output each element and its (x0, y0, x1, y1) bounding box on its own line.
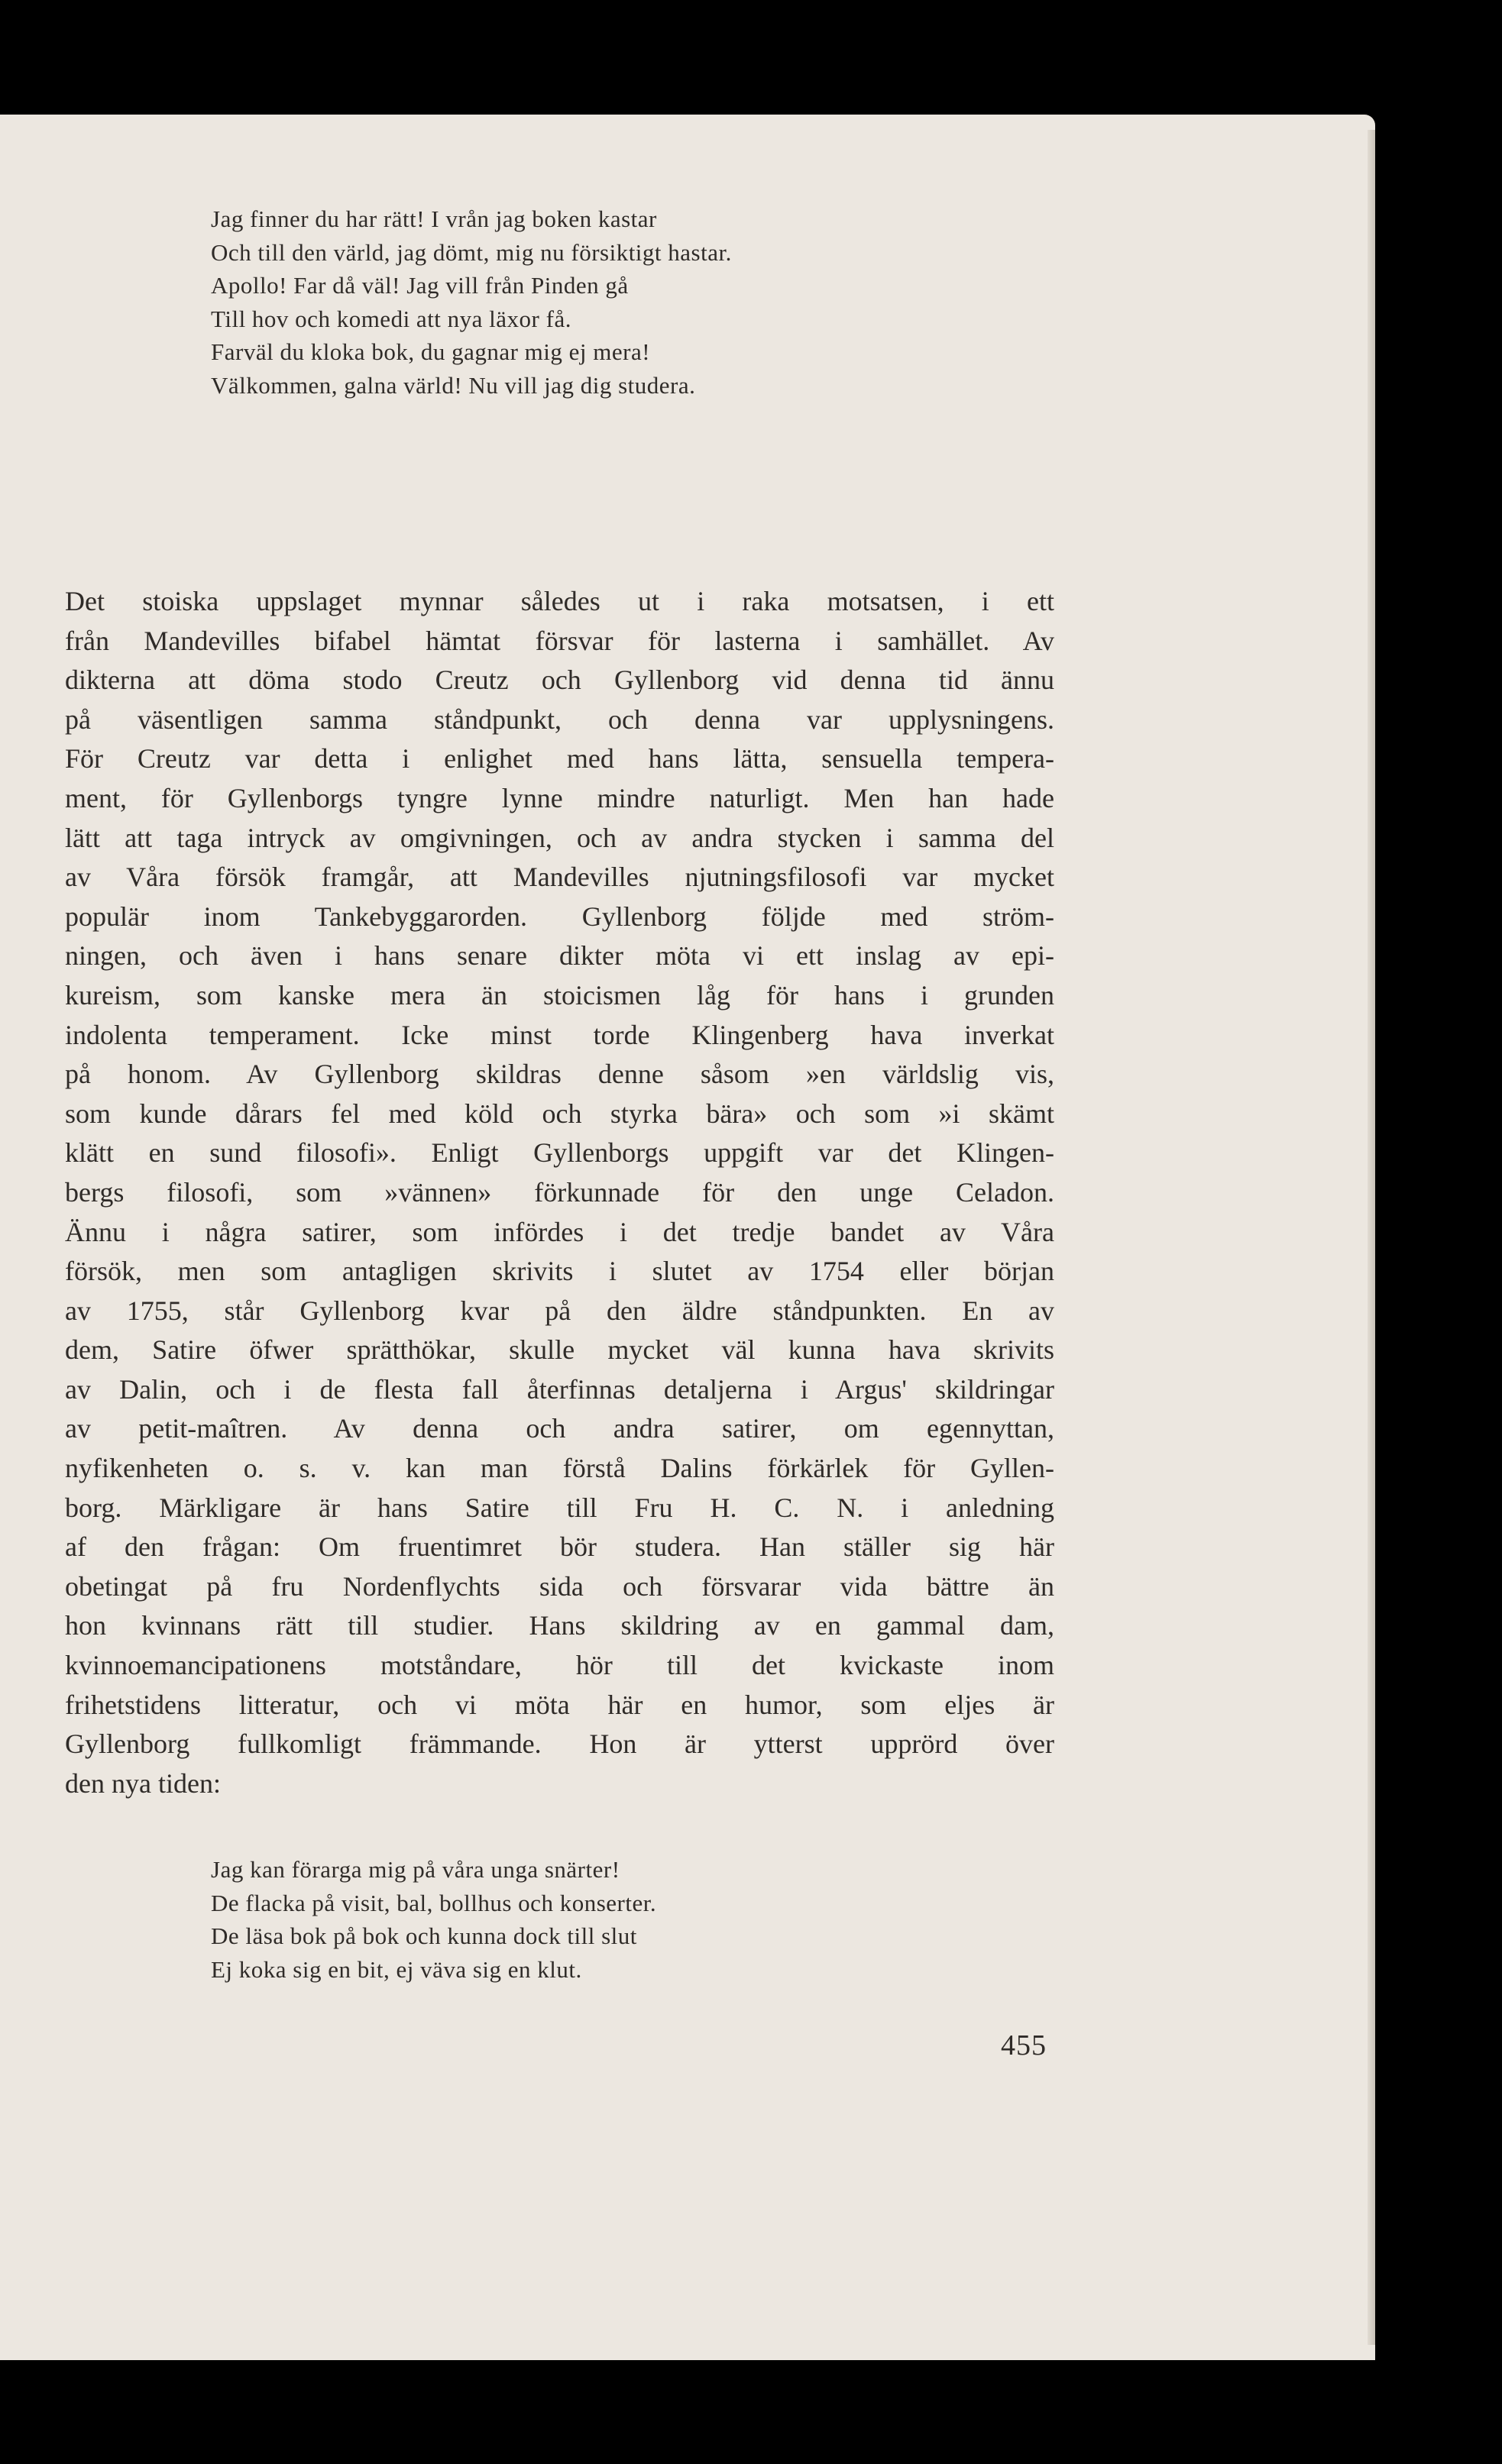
paragraph-line: nyfikenheten o. s. v. kan man förstå Dalins förkärlek för Gyllen- (65, 1453, 1054, 1484)
paragraph-line: dikterna att döma stodo Creutz och Gyllenborg vid denna tid ännu (65, 665, 1054, 696)
paragraph-line: från Mandevilles bifabel hämtat försvar för lasterna i samhället. Av (65, 625, 1054, 656)
paragraph-line: försök, men som antagligen skrivits i slutet av 1754 eller början (65, 1256, 1054, 1287)
poem-bottom-line: De läsa bok på bok och kunna dock till slut (211, 1922, 637, 1949)
paragraph-line: hon kvinnans rätt till studier. Hans skildring av en gammal dam, (65, 1610, 1054, 1641)
paragraph-line: frihetstidens litteratur, och vi möta här en humor, som eljes är (65, 1689, 1054, 1720)
poem-top-line: Jag finner du har rätt! I vrån jag boken kastar (211, 205, 657, 232)
paragraph-line: av Dalin, och i de flesta fall återfinnas detaljerna i Argus' skildringar (65, 1373, 1054, 1405)
paragraph-line: som kunde dårars fel med köld och styrka bära» och som »i skämt (65, 1098, 1054, 1129)
poem-top-line: Apollo! Far då väl! Jag vill från Pinden gå (211, 272, 629, 299)
paragraph-line: den nya tiden: (65, 1767, 221, 1799)
paragraph-line: lätt att taga intryck av omgivningen, och av andra stycken i samma del (65, 822, 1054, 853)
paragraph-line: dem, Satire öfwer sprätthökar, skulle mycket väl kunna hava skrivits (65, 1334, 1054, 1366)
poem-top (211, 202, 732, 402)
body-paragraph (65, 582, 1054, 1803)
paragraph-line: klätt en sund filosofi». Enligt Gyllenborgs uppgift var det Klingen- (65, 1137, 1054, 1169)
paragraph-line: ment, för Gyllenborgs tyngre lynne mindre naturligt. Men han hade (65, 782, 1054, 813)
paragraph-line: bergs filosofi, som »vännen» förkunnade för den unge Celadon. (65, 1176, 1054, 1208)
poem-top-line: Välkommen, galna värld! Nu vill jag dig studera. (211, 371, 696, 399)
paragraph-line: av petit-maîtren. Av denna och andra satirer, om egennyttan, (65, 1413, 1054, 1444)
paragraph-line: kureism, som kanske mera än stoicismen låg för hans i grunden (65, 979, 1054, 1010)
paragraph-line: av 1755, står Gyllenborg kvar på den äldre ståndpunkten. En av (65, 1295, 1054, 1326)
paragraph-line: Gyllenborg fullkomligt främmande. Hon är ytterst upprörd över (65, 1728, 1054, 1760)
poem-top-line: Och till den värld, jag dömt, mig nu försiktigt hastar. (211, 238, 732, 266)
paragraph-line: Ännu i några satirer, som infördes i det tredje bandet av Våra (65, 1216, 1054, 1247)
page-edge (1368, 130, 1375, 2345)
paragraph-line: på väsentligen samma ståndpunkt, och denna var upplysningens. (65, 703, 1054, 735)
paragraph-line: af den frågan: Om fruentimret bör studera. Han ställer sig här (65, 1531, 1054, 1563)
poem-bottom-line: Jag kan förarga mig på våra unga snärter! (211, 1856, 620, 1883)
paragraph-line: För Creutz var detta i enlighet med hans lätta, sensuella tempera- (65, 743, 1054, 774)
poem-bottom (211, 1853, 656, 1986)
paragraph-line: Det stoiska uppslaget mynnar således ut i raka motsatsen, i ett (65, 586, 1054, 616)
paragraph-line: ningen, och även i hans senare dikter möta vi ett inslag av epi- (65, 940, 1054, 972)
poem-bottom-line: Ej koka sig en bit, ej väva sig en klut. (211, 1955, 582, 1983)
paragraph-line: på honom. Av Gyllenborg skildras denne såsom »en världslig vis, (65, 1059, 1054, 1090)
paragraph-line: av Våra försök framgår, att Mandevilles njutningsfilosofi var mycket (65, 862, 1054, 893)
paragraph-line: obetingat på fru Nordenflychts sida och försvarar vida bättre än (65, 1570, 1054, 1602)
poem-bottom-line: De flacka på visit, bal, bollhus och konserter. (211, 1889, 657, 1916)
poem-top-line: Farväl du kloka bok, du gagnar mig ej mera! (211, 338, 651, 365)
poem-top-line: Till hov och komedi att nya läxor få. (211, 305, 571, 332)
paragraph-line: kvinnoemancipationens motståndare, hör till det kvickaste inom (65, 1650, 1054, 1681)
paragraph-line: indolenta temperament. Icke minst torde Klingenberg hava inverkat (65, 1019, 1054, 1050)
page-number: 455 (1001, 2029, 1047, 2061)
paragraph-line: borg. Märkligare är hans Satire till Fru H. C. N. i anledning (65, 1492, 1054, 1523)
paragraph-line: populär inom Tankebyggarorden. Gyllenborg följde med ström- (65, 901, 1054, 932)
